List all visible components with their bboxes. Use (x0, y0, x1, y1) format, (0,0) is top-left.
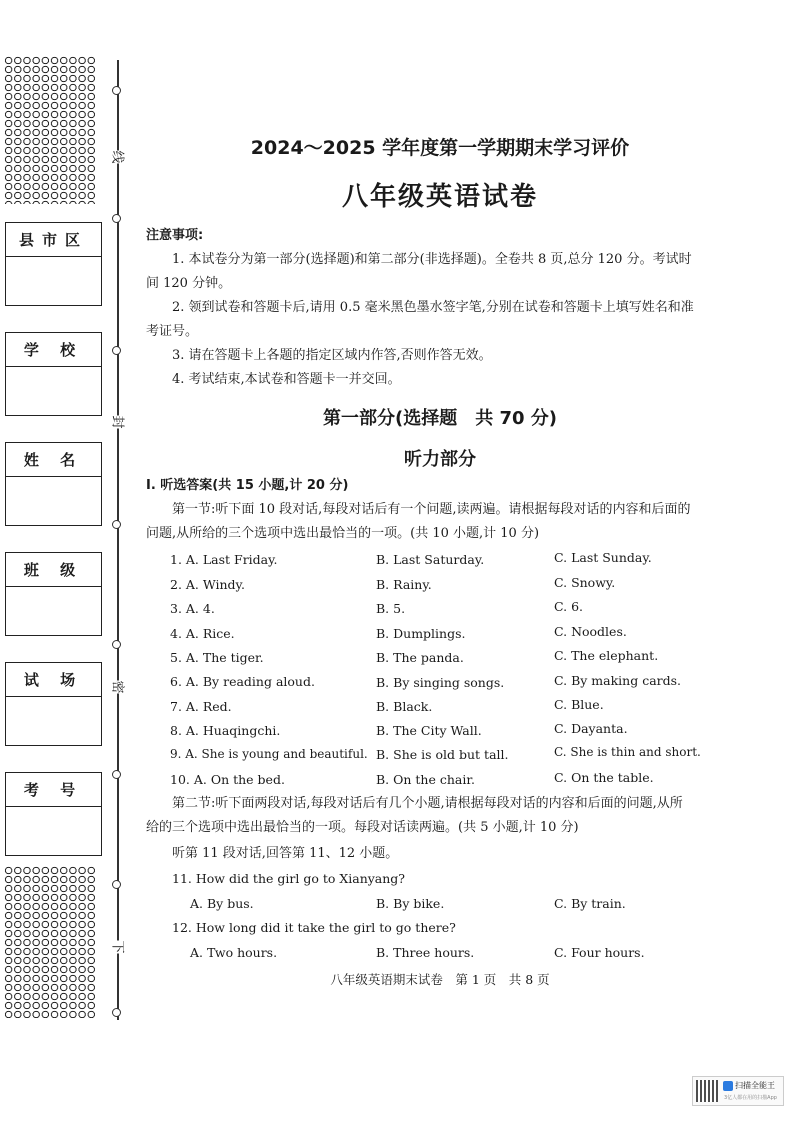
question-10-c[interactable]: C. On the table. (554, 770, 654, 785)
question-4-a[interactable]: 4. A. Rice. (170, 626, 235, 641)
question-7-b[interactable]: B. Black. (376, 699, 433, 714)
notes-item: 考证号。 (146, 324, 199, 339)
question-8-b[interactable]: B. The City Wall. (376, 723, 482, 738)
question-5-c[interactable]: C. The elephant. (554, 648, 659, 663)
binding-circle (112, 520, 121, 529)
binding-circle (112, 770, 121, 779)
question-8-a[interactable]: 8. A. Huaqingchi. (170, 723, 281, 738)
info-box-room[interactable] (5, 662, 102, 746)
section2-instruction: 给的三个选项中选出最恰当的一项。每段对话读两遍。(共 5 小题,计 10 分) (146, 820, 579, 835)
question-6-a[interactable]: 6. A. By reading aloud. (170, 674, 315, 689)
binding-mark-line: 线 (109, 150, 125, 164)
question-5-a[interactable]: 5. A. The tiger. (170, 650, 264, 665)
binding-mark-seal: 封 (109, 415, 125, 429)
binding-circle (112, 880, 121, 889)
question-3-b[interactable]: B. 5. (376, 601, 406, 616)
binding-circle (112, 1008, 121, 1017)
question-9-c[interactable]: C. She is thin and short. (554, 745, 701, 759)
section2-instruction: 第二节:听下面两段对话,每段对话后有几个小题,请根据每段对话的内容和后面的问题,从所 (172, 796, 683, 811)
notes-item: 3. 请在答题卡上各题的指定区域内作答,否则作答无效。 (172, 348, 492, 363)
question-1-c[interactable]: C. Last Sunday. (554, 550, 652, 565)
scanner-watermark (692, 1076, 784, 1106)
binding-mark-down: 下 (109, 940, 125, 954)
info-box-label: 学 校 (6, 333, 101, 367)
page-footer: 八年级英语期末试卷 第 1 页 共 8 页 (330, 972, 550, 987)
binding-line (117, 60, 119, 1020)
question-12-b[interactable]: B. Three hours. (376, 945, 475, 960)
section1-instruction: 第一节:听下面 10 段对话,每段对话后有一个问题,读两遍。请根据每段对话的内容和后面的 (172, 502, 691, 517)
info-box-label: 县市区 (6, 223, 101, 257)
listening-heading: 听力部分 (404, 449, 476, 470)
info-box-label: 考 号 (6, 773, 101, 807)
dot-pattern-top (4, 56, 96, 204)
dialog11-intro: 听第 11 段对话,回答第 11、12 小题。 (172, 846, 399, 861)
question-11-c[interactable]: C. By train. (554, 896, 626, 911)
qr-code-icon (696, 1080, 718, 1102)
scanner-logo-icon (723, 1081, 733, 1091)
question-7-a[interactable]: 7. A. Red. (170, 699, 232, 714)
question-10-b[interactable]: B. On the chair. (376, 772, 475, 787)
question-11-a[interactable]: A. By bus. (190, 896, 254, 911)
info-box-class[interactable] (5, 552, 102, 636)
notes-item: 4. 考试结束,本试卷和答题卡一并交回。 (172, 372, 401, 387)
question-3-a[interactable]: 3. A. 4. (170, 601, 215, 616)
question-2-c[interactable]: C. Snowy. (554, 575, 616, 590)
info-box-name[interactable] (5, 442, 102, 526)
question-6-c[interactable]: C. By making cards. (554, 673, 682, 688)
question-12: 12. How long did it take the girl to go there? (172, 920, 456, 935)
info-box-label: 试 场 (6, 663, 101, 697)
question-4-c[interactable]: C. Noodles. (554, 624, 627, 639)
question-1-a[interactable]: 1. A. Last Friday. (170, 552, 278, 567)
question-2-a[interactable]: 2. A. Windy. (170, 577, 245, 592)
binding-circle (112, 640, 121, 649)
question-11-b[interactable]: B. By bike. (376, 896, 445, 911)
question-6-b[interactable]: B. By singing songs. (376, 675, 505, 690)
scanner-tagline: 3亿人都在用的扫描App (724, 1095, 777, 1101)
question-9-b[interactable]: B. She is old but tall. (376, 747, 509, 762)
section1-heading: Ⅰ. 听选答案(共 15 小题,计 20 分) (146, 478, 349, 493)
notes-item: 2. 领到试卷和答题卡后,请用 0.5 毫米黑色墨水签字笔,分别在试卷和答题卡上填写姓名和准 (172, 300, 694, 315)
binding-circle (112, 86, 121, 95)
notes-item: 间 120 分钟。 (146, 276, 232, 291)
section1-instruction: 问题,从所给的三个选项中选出最恰当的一项。(共 10 小题,计 10 分) (146, 526, 540, 541)
binding-circle (112, 214, 121, 223)
info-box-exam-number[interactable] (5, 772, 102, 856)
scanner-name: 扫描全能王 (735, 1081, 775, 1090)
question-8-c[interactable]: C. Dayanta. (554, 721, 628, 736)
question-12-a[interactable]: A. Two hours. (190, 945, 278, 960)
info-box-district[interactable] (5, 222, 102, 306)
binding-circle (112, 346, 121, 355)
notes-heading: 注意事项: (146, 228, 204, 243)
part1-heading: 第一部分(选择题 共 70 分) (322, 408, 558, 429)
binding-mark-secret: 密 (109, 680, 125, 694)
question-10-a[interactable]: 10. A. On the bed. (170, 772, 285, 787)
question-11: 11. How did the girl go to Xianyang? (172, 871, 406, 886)
question-3-c[interactable]: C. 6. (554, 599, 583, 614)
question-12-c[interactable]: C. Four hours. (554, 945, 645, 960)
question-5-b[interactable]: B. The panda. (376, 650, 464, 665)
question-7-c[interactable]: C. Blue. (554, 697, 604, 712)
exam-subtitle: 八年级英语试卷 (341, 182, 538, 212)
info-box-label: 姓 名 (6, 443, 101, 477)
question-1-b[interactable]: B. Last Saturday. (376, 552, 485, 567)
question-9-a[interactable]: 9. A. She is young and beautiful. (170, 747, 368, 761)
notes-item: 1. 本试卷分为第一部分(选择题)和第二部分(非选择题)。全卷共 8 页,总分 120 分。考试时 (172, 252, 692, 267)
question-2-b[interactable]: B. Rainy. (376, 577, 432, 592)
info-box-label: 班 级 (6, 553, 101, 587)
exam-title: 2024～2025 学年度第一学期期末学习评价 (250, 137, 630, 159)
question-4-b[interactable]: B. Dumplings. (376, 626, 466, 641)
dot-pattern-bottom (4, 866, 96, 1018)
info-box-school[interactable] (5, 332, 102, 416)
